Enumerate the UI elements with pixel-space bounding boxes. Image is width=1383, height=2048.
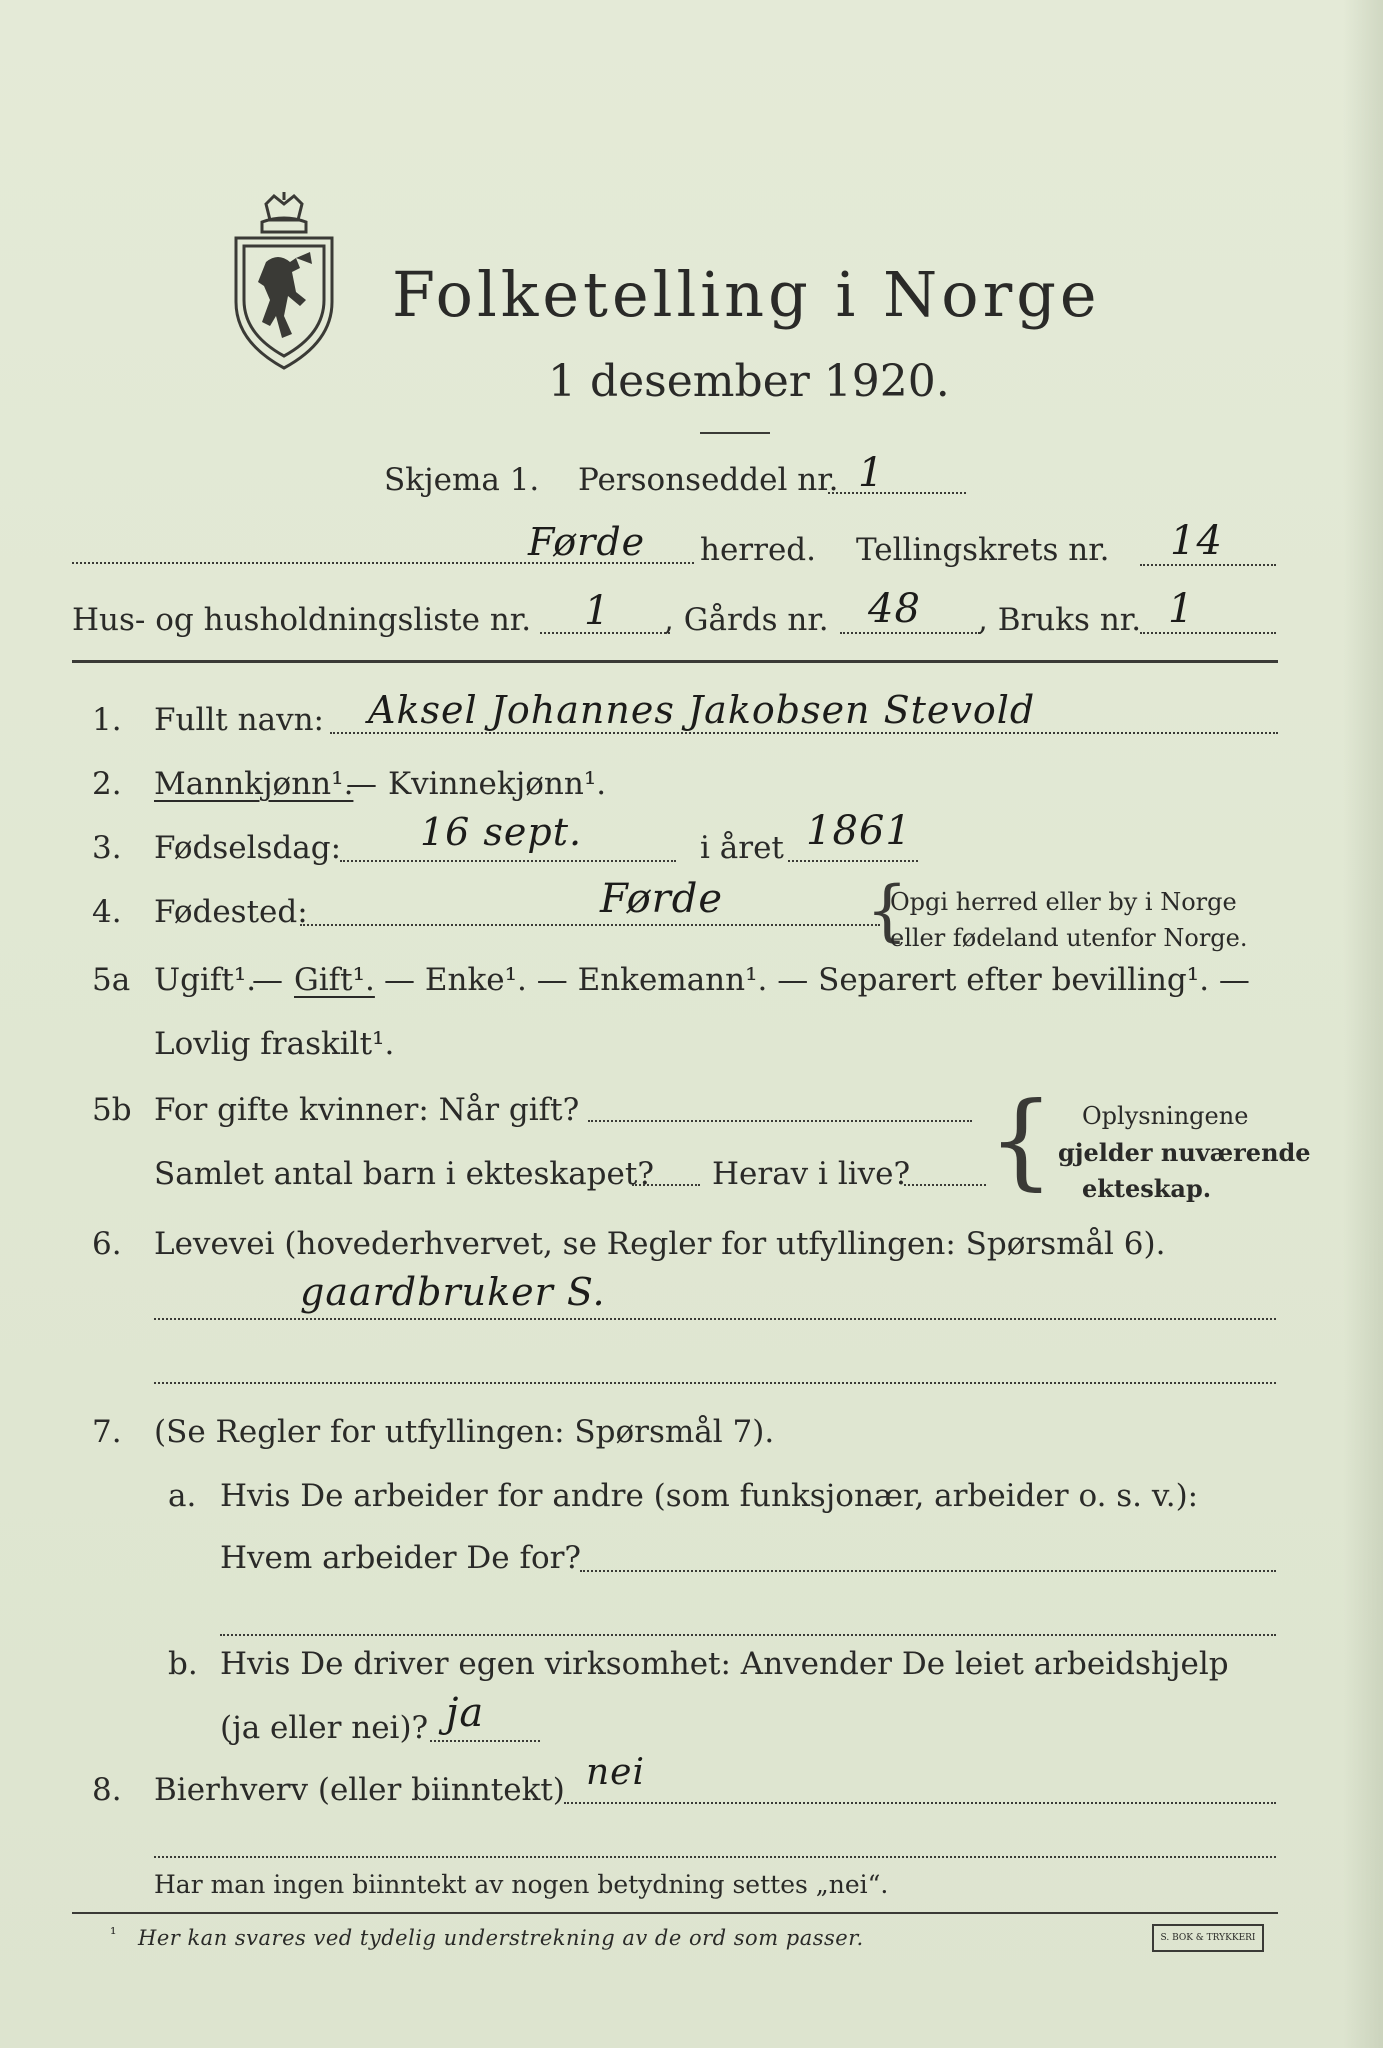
tellingskrets-line bbox=[1140, 564, 1276, 566]
q1-label: Fullt navn: bbox=[154, 702, 324, 738]
q5a-gift-option[interactable]: Gift¹. bbox=[294, 962, 375, 998]
q1-number: 1. bbox=[92, 702, 122, 738]
q8-label: Bierhverv (eller biinntekt) bbox=[154, 1772, 565, 1808]
personseddel-value[interactable]: 1 bbox=[858, 450, 885, 496]
q7-label: (Se Regler for utfyllingen: Spørsmål 7). bbox=[154, 1414, 775, 1450]
q5a-dash: — bbox=[252, 962, 283, 998]
q5b-line1: For gifte kvinner: Når gift? bbox=[154, 1092, 580, 1128]
q7a-employer-line bbox=[580, 1570, 1276, 1572]
q4-value[interactable]: Førde bbox=[600, 876, 724, 922]
header-short-rule bbox=[700, 432, 770, 434]
q5a-fraskilt-option[interactable]: Lovlig fraskilt¹. bbox=[154, 1026, 395, 1062]
q1-line bbox=[330, 732, 1278, 734]
q7a-line1: Hvis De arbeider for andre (som funksjonær, arbeider o. s. v.): bbox=[220, 1478, 1199, 1514]
bruks-line bbox=[1140, 632, 1276, 634]
q2-female-option[interactable]: Kvinnekjønn¹. bbox=[388, 766, 607, 802]
q7b-value[interactable]: ja bbox=[446, 1690, 485, 1736]
q7a-line2: Hvem arbeider De for? bbox=[220, 1540, 582, 1576]
q4-line bbox=[300, 924, 880, 926]
q8-line1 bbox=[564, 1802, 1276, 1804]
q8-line2 bbox=[154, 1856, 1276, 1858]
q7a-extra-line bbox=[220, 1634, 1276, 1636]
q3-year-label: i året bbox=[700, 830, 784, 866]
herred-label: herred. bbox=[700, 532, 816, 568]
q3-day-value[interactable]: 16 sept. bbox=[420, 810, 583, 854]
tellingskrets-label: Tellingskrets nr. bbox=[856, 532, 1110, 568]
q5b-naar-gift-line bbox=[588, 1120, 972, 1122]
q6-value[interactable]: gaardbruker S. bbox=[300, 1270, 606, 1314]
q4-note-line1: Opgi herred eller by i Norge bbox=[890, 888, 1237, 916]
q8-value[interactable]: nei bbox=[586, 1752, 646, 1793]
page-edge-shadow bbox=[1343, 0, 1383, 2048]
form-date: 1 desember 1920. bbox=[548, 356, 950, 407]
q6-line1 bbox=[154, 1318, 1276, 1320]
form-title: Folketelling i Norge bbox=[392, 258, 1101, 331]
q7b-line2: (ja eller nei)? bbox=[220, 1710, 429, 1746]
tellingskrets-value[interactable]: 14 bbox=[1170, 518, 1223, 564]
q5b-note-brace: { bbox=[988, 1079, 1055, 1201]
q3-year-line bbox=[788, 860, 918, 862]
herred-value[interactable]: Førde bbox=[528, 520, 646, 564]
gards-label: , Gårds nr. bbox=[664, 602, 829, 638]
q4-label: Fødested: bbox=[154, 894, 308, 930]
q4-number: 4. bbox=[92, 894, 122, 930]
bruks-label: , Bruks nr. bbox=[978, 602, 1142, 638]
q1-value[interactable]: Aksel Johannes Jakobsen Stevold bbox=[368, 688, 1036, 732]
husliste-label: Hus- og husholdningsliste nr. bbox=[72, 602, 532, 638]
q5b-note-line3: ekteskap. bbox=[1082, 1174, 1212, 1203]
q3-year-value[interactable]: 1861 bbox=[806, 808, 912, 854]
gards-value[interactable]: 48 bbox=[868, 586, 921, 632]
q5b-children-line bbox=[632, 1184, 700, 1186]
header-divider bbox=[72, 660, 1278, 663]
q4-note-line2: eller fødeland utenfor Norge. bbox=[890, 924, 1248, 952]
q5a-ugift-option[interactable]: Ugift¹. bbox=[154, 962, 257, 998]
q5a-other-options[interactable]: — Enke¹. — Enkemann¹. — Separert efter bevilling¹. — bbox=[384, 962, 1250, 998]
q7b-line1: Hvis De driver egen virksomhet: Anvender De leiet arbeidshjelp bbox=[220, 1646, 1229, 1682]
schema-label: Skjema 1. bbox=[384, 462, 540, 498]
personseddel-label: Personseddel nr. bbox=[578, 462, 839, 498]
printer-stamp-text: S. BOK & TRYKKERI bbox=[1160, 1933, 1256, 1943]
q7a-letter: a. bbox=[168, 1478, 197, 1514]
footnote-text: Her kan svares ved tydelig understrekning av de ord som passer. bbox=[138, 1926, 864, 1950]
q2-number: 2. bbox=[92, 766, 122, 802]
q5b-number: 5b bbox=[92, 1092, 132, 1128]
footnote-mark: ¹ bbox=[110, 1924, 117, 1943]
q3-day-line bbox=[340, 860, 676, 862]
footer-divider bbox=[72, 1912, 1278, 1914]
norway-coat-of-arms-icon bbox=[226, 192, 342, 372]
printer-stamp bbox=[1152, 1924, 1264, 1952]
q8-number: 8. bbox=[92, 1772, 122, 1808]
q5b-children-label: Samlet antal barn i ekteskapet? bbox=[154, 1156, 654, 1192]
q2-separator: — bbox=[346, 766, 377, 802]
gards-line bbox=[840, 632, 980, 634]
q2-male-option[interactable]: Mannkjønn¹. bbox=[154, 766, 354, 802]
q5b-note-line2: gjelder nuværende bbox=[1058, 1138, 1311, 1167]
q4-note-brace: { bbox=[866, 872, 908, 949]
footer-note: Har man ingen biinntekt av nogen betydning settes „nei“. bbox=[154, 1870, 889, 1899]
q7b-answer-line bbox=[430, 1740, 540, 1742]
q6-number: 6. bbox=[92, 1226, 122, 1262]
q5a-number: 5a bbox=[92, 962, 131, 998]
q3-label: Fødselsdag: bbox=[154, 830, 342, 866]
q6-label: Levevei (hovederhvervet, se Regler for utfyllingen: Spørsmål 6). bbox=[154, 1226, 1166, 1262]
q5b-alive-line bbox=[904, 1184, 986, 1186]
q7-number: 7. bbox=[92, 1414, 122, 1450]
q6-line2 bbox=[154, 1382, 1276, 1384]
personseddel-line bbox=[828, 492, 966, 494]
q3-number: 3. bbox=[92, 830, 122, 866]
q5b-note-line1: Oplysningene bbox=[1082, 1102, 1249, 1130]
husliste-value[interactable]: 1 bbox=[584, 588, 611, 634]
q5b-alive-label: Herav i live? bbox=[712, 1156, 911, 1192]
bruks-value[interactable]: 1 bbox=[1168, 586, 1195, 632]
q7b-letter: b. bbox=[168, 1646, 198, 1682]
